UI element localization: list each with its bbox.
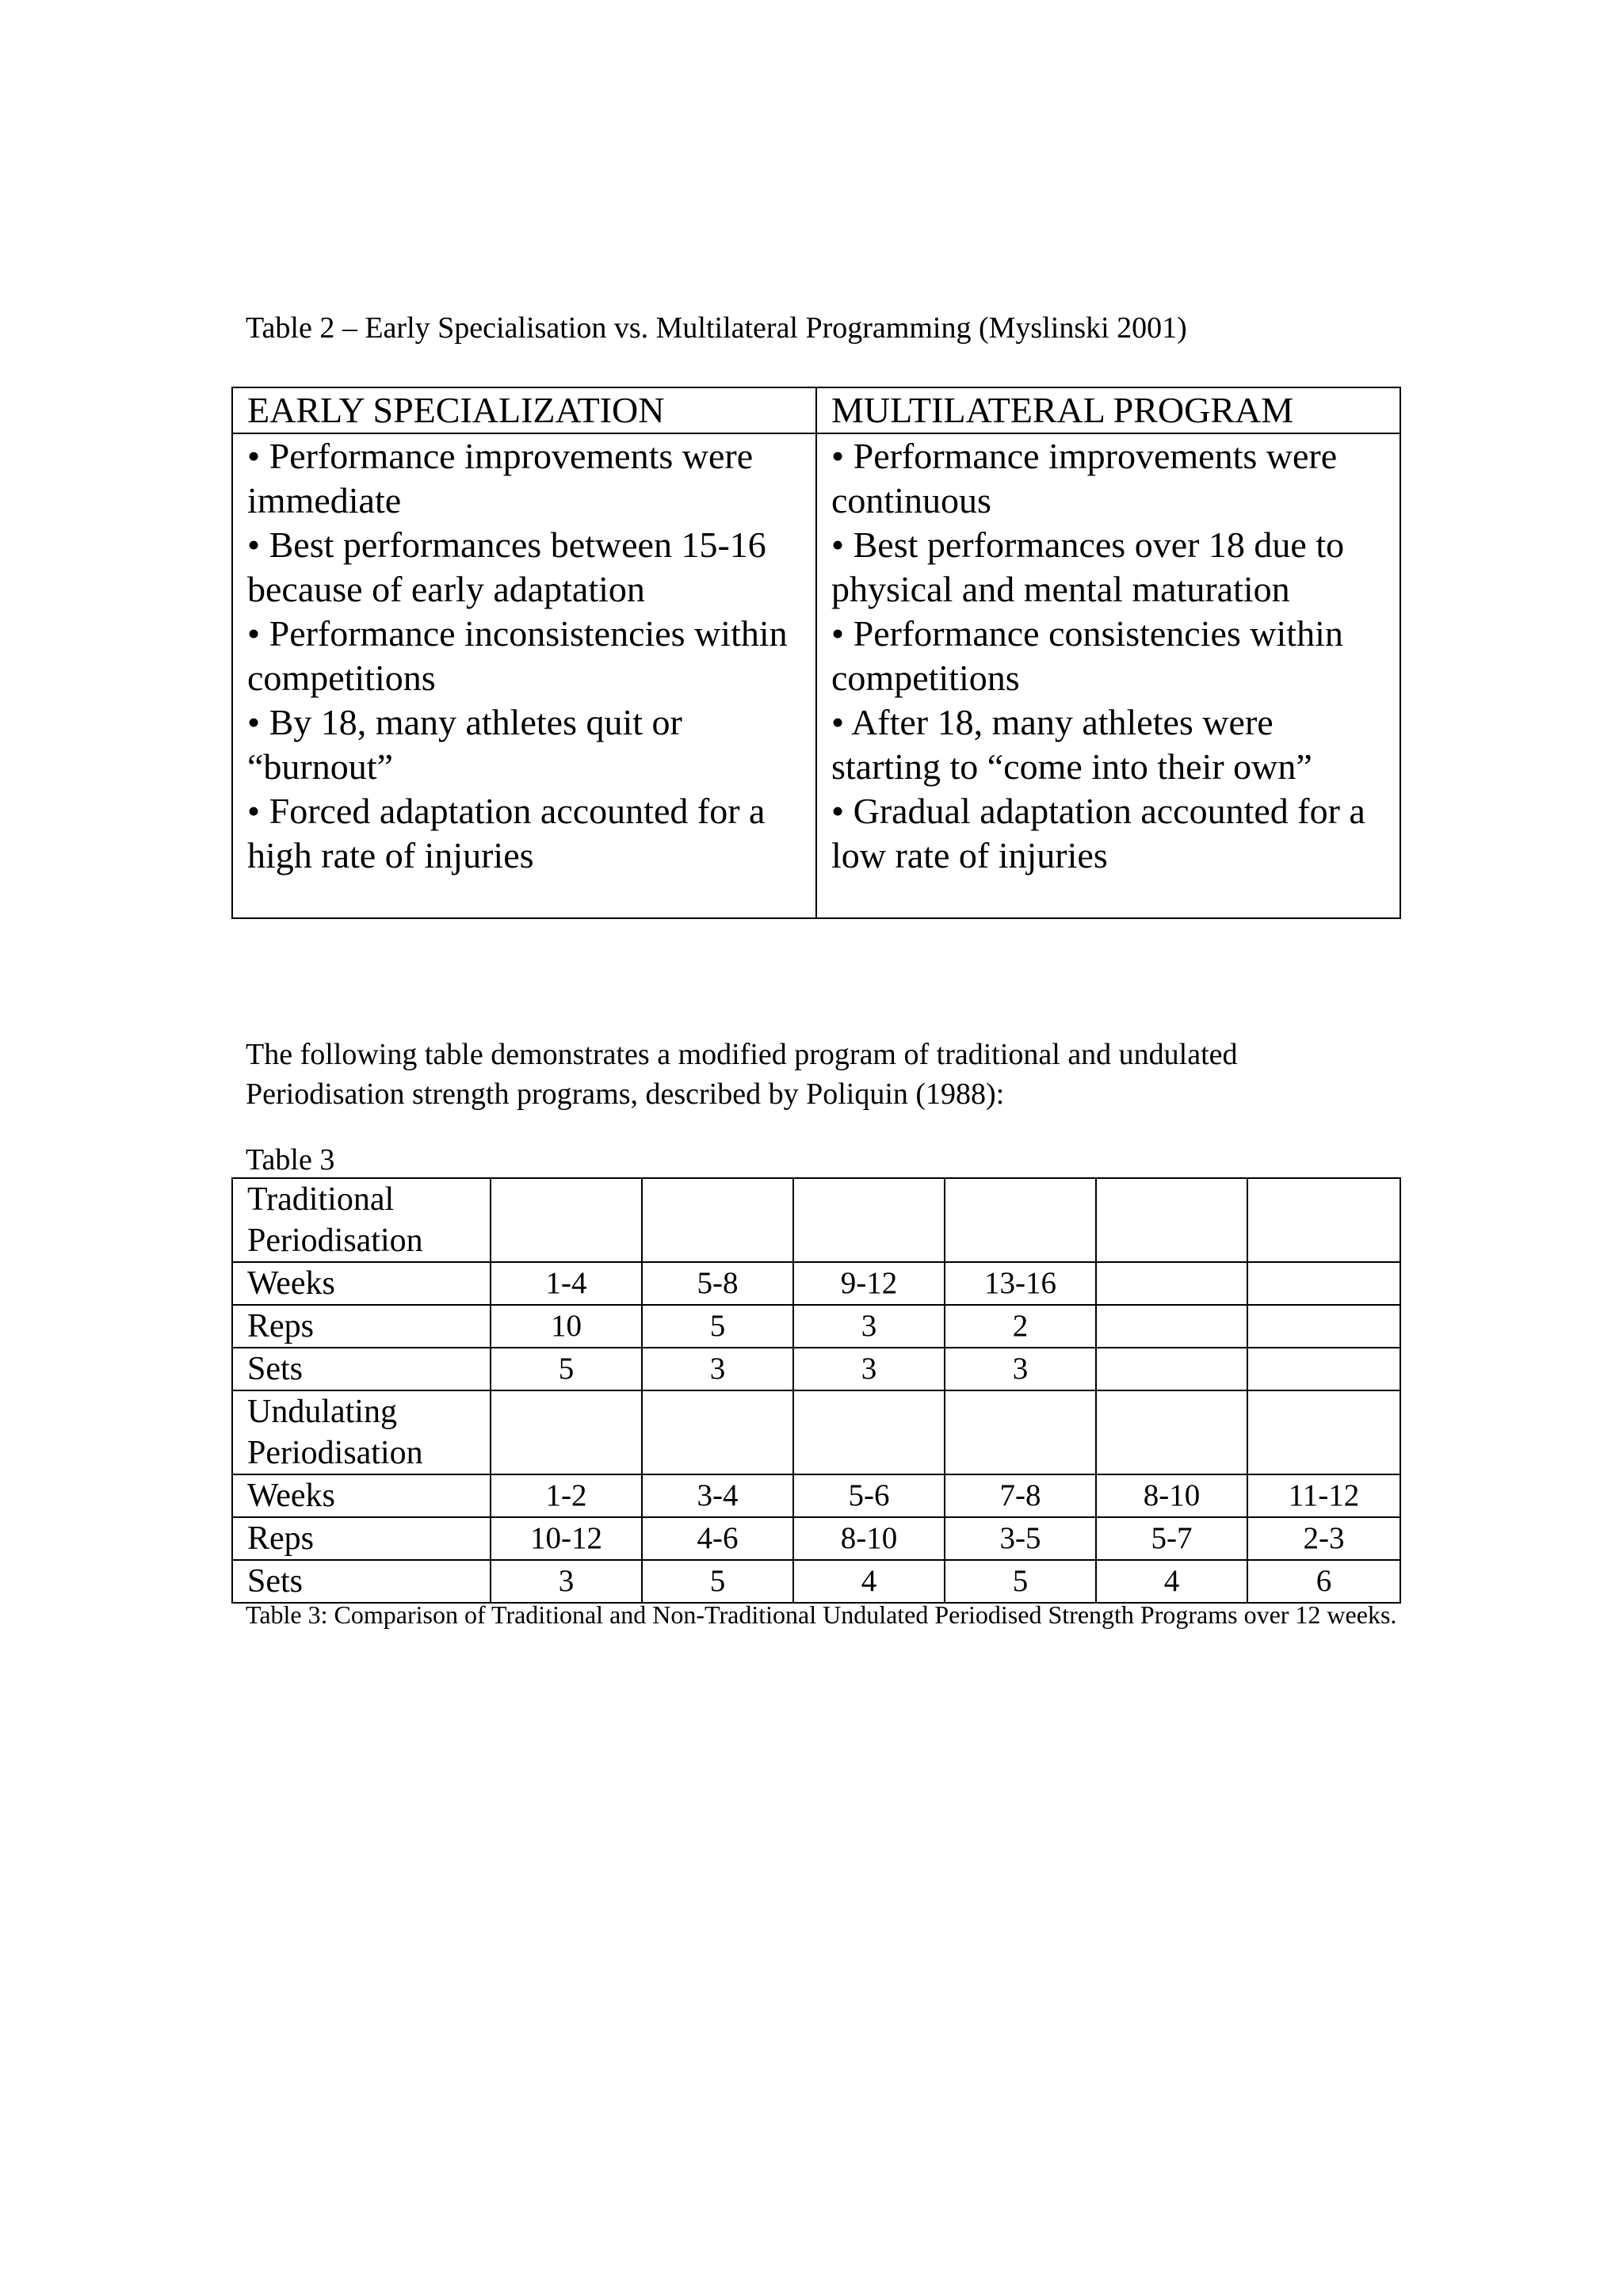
table-cell — [793, 1390, 945, 1474]
table-cell: 3 — [491, 1560, 642, 1603]
table3-row-label: Sets — [232, 1560, 491, 1603]
table-cell: 1-2 — [491, 1474, 642, 1517]
table-cell — [1096, 1178, 1247, 1262]
table-cell: 3 — [793, 1348, 945, 1390]
table-cell: 4 — [1096, 1560, 1247, 1603]
table-cell: 5 — [642, 1560, 793, 1603]
table-cell — [491, 1178, 642, 1262]
table-cell — [1247, 1178, 1400, 1262]
list-item: • Gradual adaptation accounted for a low rate of injuries — [831, 791, 1365, 875]
intro-paragraph: The following table demonstrates a modified program of traditional and undulated Periodisation strength programs, described by Poliquin (1988): — [246, 1038, 1238, 1111]
table-cell: 5 — [491, 1348, 642, 1390]
table-cell: 9-12 — [793, 1262, 945, 1305]
table-cell: 2 — [945, 1305, 1096, 1348]
list-item: • Performance improvements were immediate — [247, 436, 754, 521]
table3-row-label: Reps — [232, 1517, 491, 1560]
table-cell: 3-5 — [945, 1517, 1096, 1560]
table-row — [232, 1474, 1400, 1517]
table3-row-label: Weeks — [232, 1262, 491, 1305]
table2-header-early: EARLY SPECIALIZATION — [232, 387, 816, 433]
table3-section-row — [232, 1178, 1400, 1262]
table-cell: 4-6 — [642, 1517, 793, 1560]
table-cell: 1-4 — [491, 1262, 642, 1305]
table-cell: 4 — [793, 1560, 945, 1603]
table-cell: 5-7 — [1096, 1517, 1247, 1560]
table-cell: 3 — [793, 1305, 945, 1348]
table-cell — [1096, 1305, 1247, 1348]
table-cell — [1247, 1262, 1400, 1305]
table2-multilateral-cell — [816, 433, 1400, 918]
table3-row-label: Sets — [232, 1348, 491, 1390]
list-item: • Performance consistencies within competitions — [831, 613, 1343, 698]
table-cell: 5 — [642, 1305, 793, 1348]
table3-section-title: Undulating Periodisation — [232, 1390, 491, 1474]
table3-periodisation — [231, 1177, 1401, 1604]
table-cell: 3-4 — [642, 1474, 793, 1517]
table-cell: 5 — [945, 1560, 1096, 1603]
table-cell: 6 — [1247, 1560, 1400, 1603]
table-cell — [1247, 1390, 1400, 1474]
table3-section-row — [232, 1390, 1400, 1474]
table-cell — [1247, 1348, 1400, 1390]
table3-row-label: Weeks — [232, 1474, 491, 1517]
table-cell: 10-12 — [491, 1517, 642, 1560]
table-cell — [1096, 1390, 1247, 1474]
table-cell — [945, 1178, 1096, 1262]
table2-early-cell — [232, 433, 816, 918]
table-row — [232, 1305, 1400, 1348]
list-item: • Best performances between 15-16 because of early adaptation — [247, 524, 766, 609]
table-cell: 8-10 — [793, 1517, 945, 1560]
table-cell — [1096, 1262, 1247, 1305]
table-cell — [642, 1390, 793, 1474]
list-item: • By 18, many athletes quit or “burnout” — [247, 702, 682, 787]
list-item: • Performance inconsistencies within competitions — [247, 613, 788, 698]
list-item: • Best performances over 18 due to physical and mental maturation — [831, 524, 1345, 609]
table-cell: 8-10 — [1096, 1474, 1247, 1517]
table-cell: 10 — [491, 1305, 642, 1348]
table3-row-label: Reps — [232, 1305, 491, 1348]
table2-early-vs-multilateral — [231, 387, 1401, 919]
table-cell: 7-8 — [945, 1474, 1096, 1517]
table-cell: 5-6 — [793, 1474, 945, 1517]
table-cell: 11-12 — [1247, 1474, 1400, 1517]
table3-label: Table 3 — [246, 1143, 335, 1177]
table2-header-row — [232, 387, 1400, 433]
table3-footnote: Table 3: Comparison of Traditional and Non-Traditional Undulated Periodised Strength Programs over 12 weeks. — [246, 1600, 1397, 1629]
table-row — [232, 1517, 1400, 1560]
table-row — [232, 1262, 1400, 1305]
table-cell — [1247, 1305, 1400, 1348]
table-cell — [945, 1390, 1096, 1474]
table-cell: 3 — [642, 1348, 793, 1390]
table3-section-title: Traditional Periodisation — [232, 1178, 491, 1262]
table-cell — [491, 1390, 642, 1474]
table-cell: 5-8 — [642, 1262, 793, 1305]
table-cell — [793, 1178, 945, 1262]
table-row — [232, 1560, 1400, 1603]
table-cell — [1096, 1348, 1247, 1390]
table2-caption: Table 2 – Early Specialisation vs. Multilateral Programming (Myslinski 2001) — [246, 311, 1187, 345]
list-item: • Performance improvements were continuous — [831, 436, 1338, 521]
table-cell: 2-3 — [1247, 1517, 1400, 1560]
table-cell: 13-16 — [945, 1262, 1096, 1305]
table-row — [232, 1348, 1400, 1390]
table-cell: 3 — [945, 1348, 1096, 1390]
table-cell — [642, 1178, 793, 1262]
list-item: • After 18, many athletes were starting to “come into their own” — [831, 702, 1312, 787]
list-item: • Forced adaptation accounted for a high rate of injuries — [247, 791, 766, 875]
table2-header-multilateral: MULTILATERAL PROGRAM — [816, 387, 1400, 433]
table2-body-row — [232, 433, 1400, 918]
